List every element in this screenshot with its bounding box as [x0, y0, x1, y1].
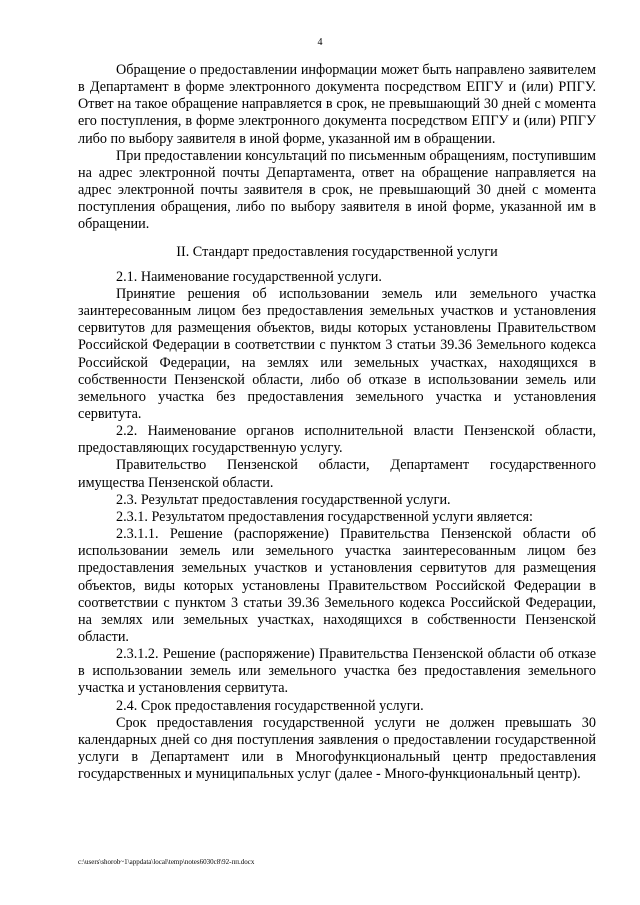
paragraph-info-request: Обращение о предоставлении информации может быть направлено заявителем в Департамент в форме электронного документа посредством ЕПГУ и (или) РПГУ. Ответ на такое обращение направляется в срок, не превышающий 30 дней с момента его поступления, в форме электронного документа посредством ЕПГУ и (или) РПГУ либо по выбору заявителя в иной форме, указанной им в обращении. — [78, 62, 596, 147]
clause-2-3-1: 2.3.1. Результатом предоставления государственной услуги является: — [116, 508, 533, 525]
clause-2-2-title: 2.2. Наименование органов исполнительной власти Пензенской области, предоставляющих государственную услугу. — [78, 423, 596, 457]
clause-2-4-title: 2.4. Срок предоставления государственной услуги. — [116, 697, 424, 714]
clause-2-3-title: 2.3. Результат предоставления государственной услуги. — [116, 491, 451, 508]
page-number: 4 — [317, 37, 323, 48]
clause-2-3-1-1: 2.3.1.1. Решение (распоряжение) Правительства Пензенской области об использовании земель или земельного участка заинтересованным лицом без предоставления земельных участков и установления сервитутов для размещения объектов, виды которых установлены Правительством Российской Федерации в соответствии с пунктом 3 статьи 39.36 Земельного кодекса Российской Федерации, на землях или земельных участках, находящихся в собственности Пензенской области. — [78, 526, 596, 645]
clause-2-1-text: Принятие решения об использовании земель или земельного участка заинтересованным лицом без предоставления земельных участков и установления сервитутов для размещения объектов, виды которых установлены Правительством Российской Федерации в соответствии с пунктом 3 статьи 39.36 Земельного кодекса Российской Федерации, на землях или земельных участках, находящихся в собственности Пензенской области, либо об отказе в использовании земель или земельного участка без предоставления земельного участка и установления сервитута. — [78, 285, 596, 422]
document-body — [78, 62, 596, 783]
clause-2-4-text: Срок предоставления государственной услуги не должен превышать 30 календарных дней со дня поступления заявления о предоставлении государственной услуги в Департамент или в Многофункциональный центр предоставления государственных и муниципальных услуг (далее - Много-функциональный центр). — [78, 714, 596, 783]
section-heading: II. Стандарт предоставления государственной услуги — [176, 243, 498, 260]
footer-file-path: c:\users\shorob~1\appdata\local\temp\notes6030c8\92-пп.docx — [78, 858, 255, 866]
clause-2-1-title: 2.1. Наименование государственной услуги. — [116, 268, 382, 285]
paragraph-email-consultation: При предоставлении консультаций по письменным обращениям, поступившим на адрес электронной почты Департамента, ответ на обращение направляется на адрес электронной почты заявителя в срок, не превышающий 30 дней с момента поступления обращения, либо по выбору заявителя в иной форме, указанной им в обращении. — [78, 147, 596, 233]
clause-2-3-1-2: 2.3.1.2. Решение (распоряжение) Правительства Пензенской области об отказе в использовании земель или земельного участка без предоставления земельного участка и установления сервитута. — [78, 646, 596, 697]
clause-2-2-text: Правительство Пензенской области, Департамент государственного имущества Пензенской области. — [78, 457, 596, 491]
